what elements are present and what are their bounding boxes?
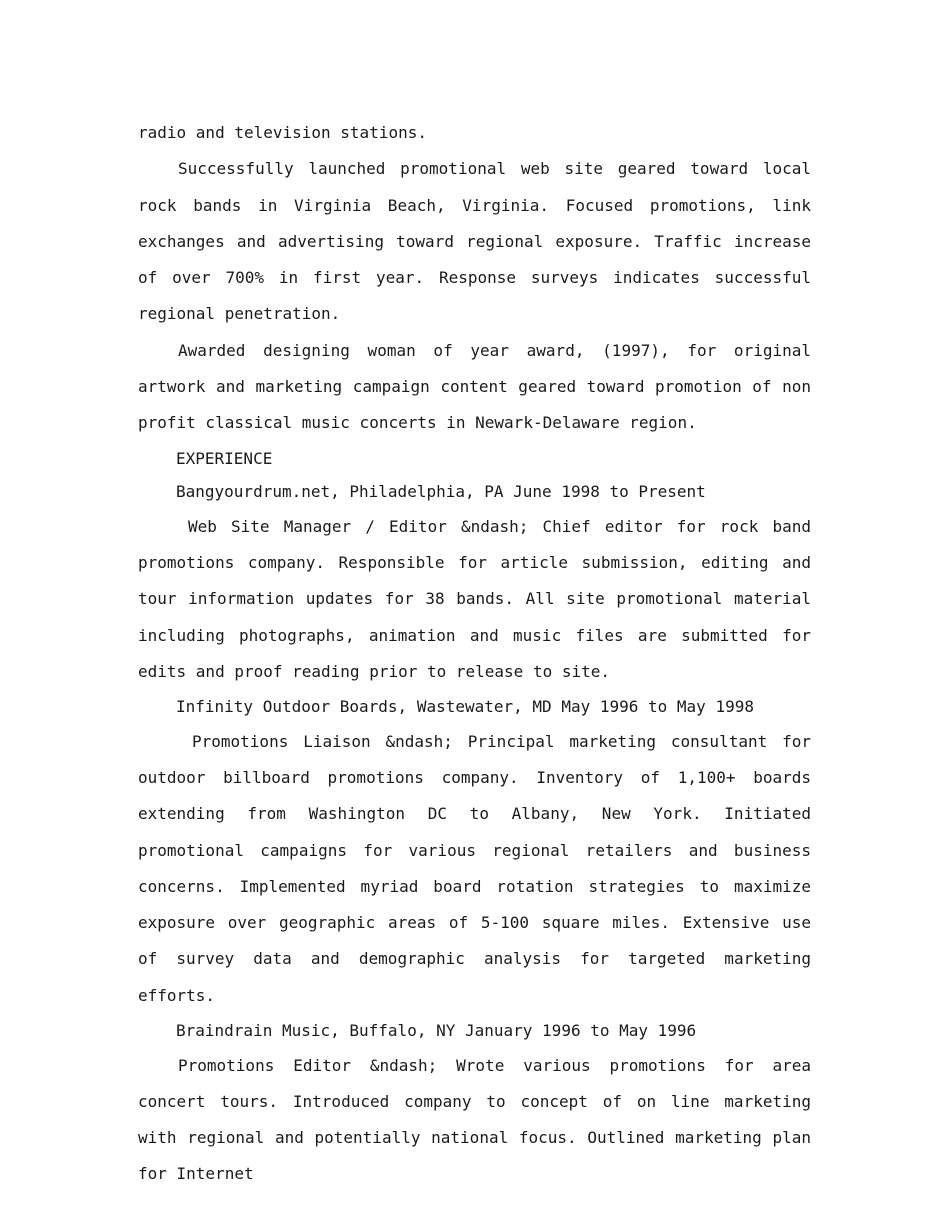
achievement-paragraph: Successfully launched promotional web site geared toward local rock bands in Virginia Beach, Virginia. Focused promotions, link exchanges and advertising toward regional exposure. Traffic increase of over 700% in first year. Response surveys indicates successful regional penetration.: [138, 159, 811, 324]
continuation-text: radio and television stations.: [138, 123, 427, 142]
job-header: Infinity Outdoor Boards, Wastewater, MD May 1996 to May 1998: [176, 697, 754, 717]
job-description: Promotions Liaison &ndash; Principal marketing consultant for outdoor billboard promotions company. Inventory of 1,100+ boards extending from Washington DC to Albany, New York. Initiated promotional campaigns for various regional retailers and business concerns. Implemented myriad board rotation strategies to maximize exposure over geographic areas of 5-100 square miles. Extensive use of survey data and demographic analysis for targeted marketing efforts.: [138, 731, 811, 1005]
achievement-paragraph: Awarded designing woman of year award, (1997), for original artwork and marketing campaign content geared toward promotion of non profit classical music concerts in Newark-Delaware region.: [138, 340, 811, 433]
job-description: Promotions Editor &ndash; Wrote various promotions for area concert tours. Introduced company to concept of on line marketing with regional and potentially national focus. Outlined marketing plan for Internet: [138, 1055, 811, 1184]
job-header: Braindrain Music, Buffalo, NY January 1996 to May 1996: [176, 1021, 697, 1041]
section-heading-experience: EXPERIENCE: [176, 448, 273, 468]
document-page: [138, 115, 811, 1193]
job-header: Bangyourdrum.net, Philadelphia, PA June 1998 to Present: [176, 482, 706, 502]
job-description: Web Site Manager / Editor &ndash; Chief editor for rock band promotions company. Responsible for article submission, editing and tour information updates for 38 bands. All site promotional material including photographs, animation and music files are submitted for edits and proof reading prior to release to site.: [138, 516, 811, 681]
